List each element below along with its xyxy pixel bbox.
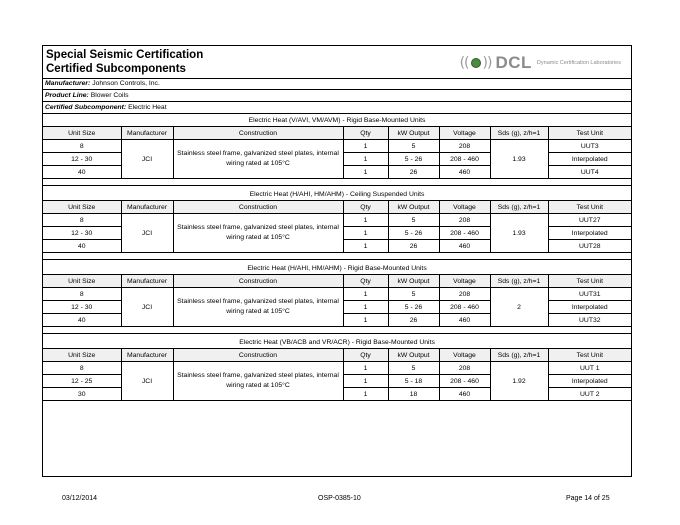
column-header: Qty bbox=[343, 201, 388, 214]
table-row bbox=[43, 214, 631, 227]
footer-page-number: Page 14 of 25 bbox=[566, 495, 610, 502]
voltage-cell: 208 - 460 bbox=[439, 227, 490, 240]
column-header: Manufacturer bbox=[121, 349, 173, 362]
column-header: Manufacturer bbox=[121, 275, 173, 288]
column-header-row bbox=[43, 349, 631, 362]
column-header: Sds (g), z/h=1 bbox=[490, 201, 548, 214]
column-header: Sds (g), z/h=1 bbox=[490, 127, 548, 140]
column-header: Construction bbox=[173, 275, 343, 288]
section-title-row bbox=[43, 188, 631, 201]
kw-output-cell: 5 bbox=[388, 288, 439, 301]
logo-wave-left-icon: (( bbox=[459, 55, 469, 71]
kw-output-cell: 26 bbox=[388, 240, 439, 253]
section-title-row bbox=[43, 114, 631, 127]
section-title-row bbox=[43, 262, 631, 275]
spec-table bbox=[43, 114, 631, 179]
unit-size-cell: 8 bbox=[43, 140, 121, 153]
manufacturer-cell: JCI bbox=[121, 140, 173, 179]
section-title: Electric Heat (V/AVI, VM/AVM) - Rigid Base-Mounted Units bbox=[43, 114, 631, 127]
column-header-row bbox=[43, 201, 631, 214]
voltage-cell: 208 - 460 bbox=[439, 375, 490, 388]
column-header: Test Unit bbox=[548, 201, 631, 214]
kw-output-cell: 26 bbox=[388, 166, 439, 179]
product-line-row bbox=[43, 90, 631, 102]
kw-output-cell: 5 bbox=[388, 140, 439, 153]
spec-table bbox=[43, 188, 631, 253]
qty-cell: 1 bbox=[343, 375, 388, 388]
column-header: Voltage bbox=[439, 127, 490, 140]
sds-cell: 1.93 bbox=[490, 140, 548, 179]
page-title: Special Seismic Certification bbox=[46, 49, 204, 61]
kw-output-cell: 18 bbox=[388, 388, 439, 401]
unit-size-cell: 40 bbox=[43, 166, 121, 179]
qty-cell: 1 bbox=[343, 153, 388, 166]
column-header: Qty bbox=[343, 127, 388, 140]
kw-output-cell: 5 bbox=[388, 214, 439, 227]
test-unit-cell: UUT3 bbox=[548, 140, 631, 153]
voltage-cell: 208 - 460 bbox=[439, 301, 490, 314]
qty-cell: 1 bbox=[343, 288, 388, 301]
unit-size-cell: 40 bbox=[43, 240, 121, 253]
construction-cell: Stainless steel frame, galvanized steel plates, internal wiring rated at 105°C bbox=[173, 288, 343, 327]
table-row bbox=[43, 140, 631, 153]
spec-table bbox=[43, 262, 631, 327]
logo-wave-right-icon: )) bbox=[482, 55, 492, 71]
construction-cell: Stainless steel frame, galvanized steel plates, internal wiring rated at 105°C bbox=[173, 362, 343, 401]
column-header: Unit Size bbox=[43, 349, 121, 362]
qty-cell: 1 bbox=[343, 227, 388, 240]
column-header: kW Output bbox=[388, 201, 439, 214]
column-header: Voltage bbox=[439, 349, 490, 362]
test-unit-cell: UUT31 bbox=[548, 288, 631, 301]
product-line-value: Blower Coils bbox=[90, 92, 129, 99]
manufacturer-cell: JCI bbox=[121, 362, 173, 401]
column-header: Manufacturer bbox=[121, 127, 173, 140]
unit-size-cell: 12 - 30 bbox=[43, 301, 121, 314]
column-header: kW Output bbox=[388, 349, 439, 362]
column-header-row bbox=[43, 127, 631, 140]
unit-size-cell: 30 bbox=[43, 388, 121, 401]
test-unit-cell: Interpolated bbox=[548, 375, 631, 388]
spec-table bbox=[43, 336, 631, 401]
qty-cell: 1 bbox=[343, 140, 388, 153]
voltage-cell: 208 bbox=[439, 140, 490, 153]
qty-cell: 1 bbox=[343, 214, 388, 227]
kw-output-cell: 5 - 26 bbox=[388, 301, 439, 314]
section-spacer bbox=[43, 248, 631, 260]
voltage-cell: 460 bbox=[439, 314, 490, 327]
section-spacer bbox=[43, 174, 631, 186]
column-header: Construction bbox=[173, 127, 343, 140]
manufacturer-cell: JCI bbox=[121, 214, 173, 253]
kw-output-cell: 5 - 26 bbox=[388, 153, 439, 166]
table-row bbox=[43, 362, 631, 375]
column-header: Test Unit bbox=[548, 275, 631, 288]
footer-date: 03/12/2014 bbox=[62, 495, 98, 502]
unit-size-cell: 8 bbox=[43, 362, 121, 375]
section-title: Electric Heat (VB/ACB and VR/ACR) - Rigid Base-Mounted Units bbox=[43, 336, 631, 349]
footer-doc-number: OSP-0385-10 bbox=[318, 495, 361, 502]
test-unit-cell: UUT 1 bbox=[548, 362, 631, 375]
voltage-cell: 208 - 460 bbox=[439, 153, 490, 166]
column-header: Construction bbox=[173, 349, 343, 362]
test-unit-cell: UUT 2 bbox=[548, 388, 631, 401]
sds-cell: 1.93 bbox=[490, 214, 548, 253]
test-unit-cell: UUT28 bbox=[548, 240, 631, 253]
subcomponent-label: Certified Subcomponent: bbox=[45, 104, 127, 111]
section-spacer bbox=[43, 322, 631, 334]
column-header-row bbox=[43, 275, 631, 288]
qty-cell: 1 bbox=[343, 240, 388, 253]
qty-cell: 1 bbox=[343, 362, 388, 375]
voltage-cell: 460 bbox=[439, 166, 490, 179]
column-header: Qty bbox=[343, 275, 388, 288]
certification-page-frame bbox=[42, 45, 632, 477]
manufacturer-label: Manufacturer: bbox=[45, 80, 91, 87]
qty-cell: 1 bbox=[343, 388, 388, 401]
unit-size-cell: 12 - 25 bbox=[43, 375, 121, 388]
construction-cell: Stainless steel frame, galvanized steel plates, internal wiring rated at 105°C bbox=[173, 140, 343, 179]
column-header: Manufacturer bbox=[121, 201, 173, 214]
sds-cell: 2 bbox=[490, 288, 548, 327]
logo-text: DCL bbox=[495, 53, 532, 72]
test-unit-cell: UUT32 bbox=[548, 314, 631, 327]
test-unit-cell: Interpolated bbox=[548, 227, 631, 240]
column-header: Voltage bbox=[439, 201, 490, 214]
section-table-3 bbox=[43, 262, 631, 327]
column-header: Construction bbox=[173, 201, 343, 214]
title-block bbox=[43, 46, 631, 79]
column-header: Unit Size bbox=[43, 201, 121, 214]
manufacturer-value: Johnson Controls, Inc. bbox=[92, 80, 160, 87]
construction-cell: Stainless steel frame, galvanized steel plates, internal wiring rated at 105°C bbox=[173, 214, 343, 253]
kw-output-cell: 5 - 26 bbox=[388, 227, 439, 240]
voltage-cell: 460 bbox=[439, 388, 490, 401]
voltage-cell: 460 bbox=[439, 240, 490, 253]
test-unit-cell: Interpolated bbox=[548, 153, 631, 166]
kw-output-cell: 5 bbox=[388, 362, 439, 375]
section-title-row bbox=[43, 336, 631, 349]
column-header: Unit Size bbox=[43, 275, 121, 288]
test-unit-cell: UUT27 bbox=[548, 214, 631, 227]
column-header: kW Output bbox=[388, 275, 439, 288]
unit-size-cell: 40 bbox=[43, 314, 121, 327]
qty-cell: 1 bbox=[343, 166, 388, 179]
qty-cell: 1 bbox=[343, 301, 388, 314]
qty-cell: 1 bbox=[343, 314, 388, 327]
column-header: Sds (g), z/h=1 bbox=[490, 349, 548, 362]
column-header: Unit Size bbox=[43, 127, 121, 140]
dcl-logo bbox=[460, 54, 621, 72]
subcomponent-row bbox=[43, 102, 631, 114]
subcomponent-value: Electric Heat bbox=[128, 104, 167, 111]
column-header: Test Unit bbox=[548, 349, 631, 362]
unit-size-cell: 8 bbox=[43, 214, 121, 227]
voltage-cell: 208 bbox=[439, 214, 490, 227]
column-header: Voltage bbox=[439, 275, 490, 288]
column-header: kW Output bbox=[388, 127, 439, 140]
section-table-4 bbox=[43, 336, 631, 401]
manufacturer-cell: JCI bbox=[121, 288, 173, 327]
test-unit-cell: Interpolated bbox=[548, 301, 631, 314]
section-table-1 bbox=[43, 114, 631, 179]
product-line-label: Product Line: bbox=[45, 92, 89, 99]
unit-size-cell: 12 - 30 bbox=[43, 227, 121, 240]
page-subtitle: Certified Subcomponents bbox=[46, 63, 186, 75]
unit-size-cell: 12 - 30 bbox=[43, 153, 121, 166]
voltage-cell: 208 bbox=[439, 362, 490, 375]
kw-output-cell: 5 - 18 bbox=[388, 375, 439, 388]
unit-size-cell: 8 bbox=[43, 288, 121, 301]
section-table-2 bbox=[43, 188, 631, 253]
column-header: Test Unit bbox=[548, 127, 631, 140]
manufacturer-row bbox=[43, 78, 631, 90]
column-header: Qty bbox=[343, 349, 388, 362]
logo-subtitle: Dynamic Certification Laboratories bbox=[536, 60, 621, 66]
section-title: Electric Heat (H/AHI, HM/AHM) - Rigid Base-Mounted Units bbox=[43, 262, 631, 275]
sds-cell: 1.92 bbox=[490, 362, 548, 401]
column-header: Sds (g), z/h=1 bbox=[490, 275, 548, 288]
kw-output-cell: 26 bbox=[388, 314, 439, 327]
table-row bbox=[43, 288, 631, 301]
test-unit-cell: UUT4 bbox=[548, 166, 631, 179]
voltage-cell: 208 bbox=[439, 288, 490, 301]
section-title: Electric Heat (H/AHI, HM/AHM) - Ceiling Suspended Units bbox=[43, 188, 631, 201]
logo-dot-icon bbox=[471, 58, 481, 68]
